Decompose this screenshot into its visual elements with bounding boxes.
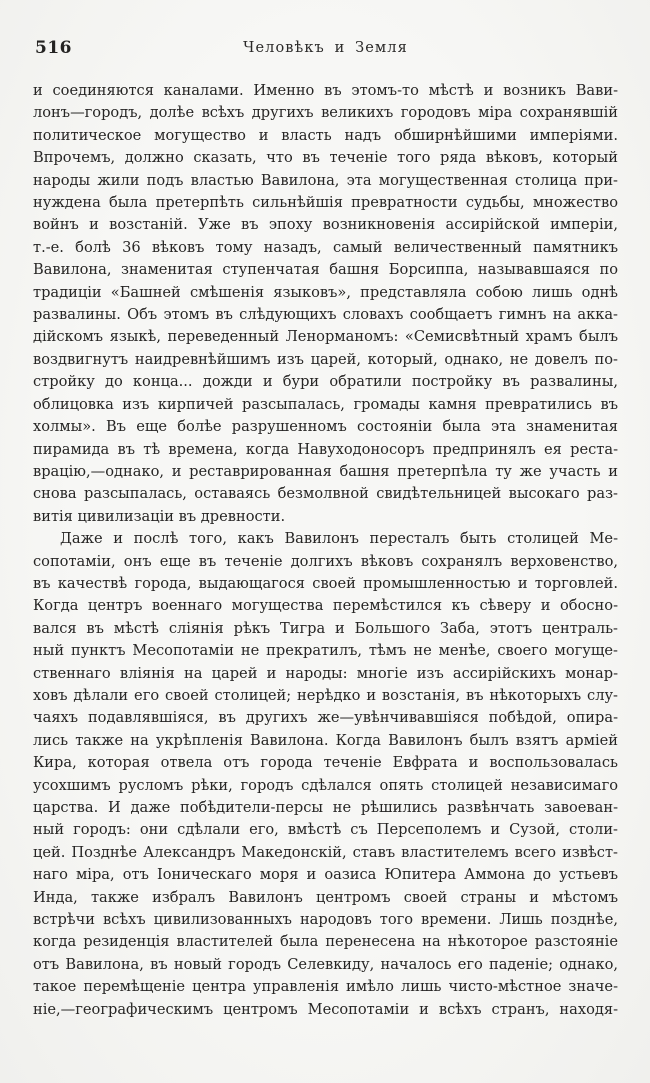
text-line: ный пунктъ Месопотаміи не прекратилъ, тѣмъ не менѣе, своего могуще- (33, 642, 618, 660)
text-line: отъ Вавилона, въ новый городъ Селевкиду, началось его паденіе; однако, (33, 955, 618, 973)
text-line: Кира, которая отвела отъ города теченіе Евфрата и воспользовалась (33, 754, 618, 772)
text-line: такое перемѣщеніе центра управленія имѣло лишь чисто-мѣстное значе- (33, 978, 618, 996)
text-line: войнъ и возстаній. Уже въ эпоху возникновенія ассирійской имперіи, (33, 216, 618, 234)
text-line: Впрочемъ, должно сказать, что въ теченіе того ряда вѣковъ, который (33, 149, 618, 167)
text-line: воздвигнутъ наидревнѣйшимъ изъ царей, который, однако, не довелъ по- (33, 350, 618, 368)
running-header (33, 38, 618, 60)
text-line: сопотаміи, онъ еще въ теченіе долгихъ вѣковъ сохранялъ верховенство, (33, 552, 618, 570)
text-line: Даже и послѣ того, какъ Вавилонъ пересталъ быть столицей Ме- (60, 530, 618, 548)
text-line: лонъ—городъ, долѣе всѣхъ другихъ великихъ городовъ міра сохранявшій (33, 104, 618, 122)
paragraph (33, 528, 618, 1021)
text-line: наго міра, отъ Іоническаго моря и оазиса Юпитера Аммона до устьевъ (33, 866, 618, 884)
running-title: Человѣкъ и Земля (243, 40, 408, 56)
text-line: нуждена была претерпѣть сильнѣйшія превратности судьбы, множество (33, 194, 618, 212)
text-line: развалины. Объ этомъ въ слѣдующихъ словахъ сообщаетъ гимнъ на акка- (33, 306, 618, 324)
text-line: ный городъ: они сдѣлали его, вмѣстѣ съ Персеполемъ и Сузой, столи- (33, 821, 618, 839)
text-line: встрѣчи всѣхъ цивилизованныхъ народовъ того времени. Лишь позднѣе, (33, 911, 618, 929)
text-line: и соединяются каналами. Именно въ этомъ-то мѣстѣ и возникъ Вави- (33, 82, 618, 99)
text-line: въ качествѣ города, выдающагося своей промышленностью и торговлей. (33, 574, 618, 592)
text-line: холмы». Въ еще болѣе разрушенномъ состояніи была эта знаменитая (33, 418, 618, 436)
text-line: когда резиденція властителей была перенесена на нѣкоторое разстояніе (33, 933, 618, 951)
body-text (33, 80, 618, 1021)
text-line: цей. Позднѣе Александръ Македонскій, ставъ властителемъ всего извѣст- (33, 843, 618, 861)
text-line: пирамида въ тѣ времена, когда Навуходоносоръ предпринялъ ея реста- (33, 440, 618, 458)
text-line: вался въ мѣстѣ сліянія рѣкъ Тигра и Большого Заба, этотъ централь- (33, 619, 618, 637)
text-line: дійскомъ языкѣ, переведенный Ленорманомъ: «Семисвѣтный храмъ былъ (33, 328, 618, 346)
text-line: ственнаго вліянія на царей и народы: многіе изъ ассирійскихъ монар- (33, 664, 618, 682)
text-line: традиціи «Башней смѣшенія языковъ», представляла собою лишь однѣ (33, 283, 618, 301)
text-line: лись также на укрѣпленія Вавилона. Когда Вавилонъ былъ взятъ арміей (33, 731, 618, 749)
text-line: царства. И даже побѣдители-персы не рѣшились развѣнчать завоеван- (33, 799, 618, 816)
text-line: Вавилона, знаменитая ступенчатая башня Борсиппа, называвшаяся по (33, 261, 618, 279)
text-line: т.-е. болѣ 36 вѣковъ тому назадъ, самый величественный памятникъ (33, 238, 618, 256)
text-line: политическое могущество и власть надъ обширнѣйшими имперіями. (33, 126, 618, 144)
text-line: чаяхъ подавлявшіяся, въ другихъ же—увѣнчивавшіяся побѣдой, опира- (33, 709, 618, 727)
text-line: ніе,—географическимъ центромъ Месопотаміи и всѣхъ странъ, находя- (33, 1000, 618, 1018)
paragraph (33, 80, 618, 528)
text-line: врацію,—однако, и реставрированная башня претерпѣла ту же участь и (33, 462, 618, 480)
text-line: стройку до конца... дожди и бури обратили постройку въ развалины, (33, 373, 618, 391)
text-line: снова разсыпалась, оставаясь безмолвной свидѣтельницей высокаго раз- (33, 485, 618, 503)
text-line: ховъ дѣлали его своей столицей; нерѣдко и возстанія, въ нѣкоторыхъ слу- (33, 686, 618, 704)
text-line: Инда, также избралъ Вавилонъ центромъ своей страны и мѣстомъ (33, 888, 618, 906)
text-line: витія цивилизаціи въ древности. (33, 507, 286, 525)
text-line: Когда центръ военнаго могущества перемѣстился къ сѣверу и обосно- (33, 597, 618, 615)
page-number: 516 (35, 38, 72, 58)
text-line: народы жили подъ властью Вавилона, эта могущественная столица при- (33, 171, 618, 189)
text-line: усохшимъ русломъ рѣки, городъ сдѣлался опять столицей независимаго (33, 776, 618, 794)
text-line: облицовка изъ кирпичей разсыпалась, громады камня превратились въ (33, 395, 618, 413)
